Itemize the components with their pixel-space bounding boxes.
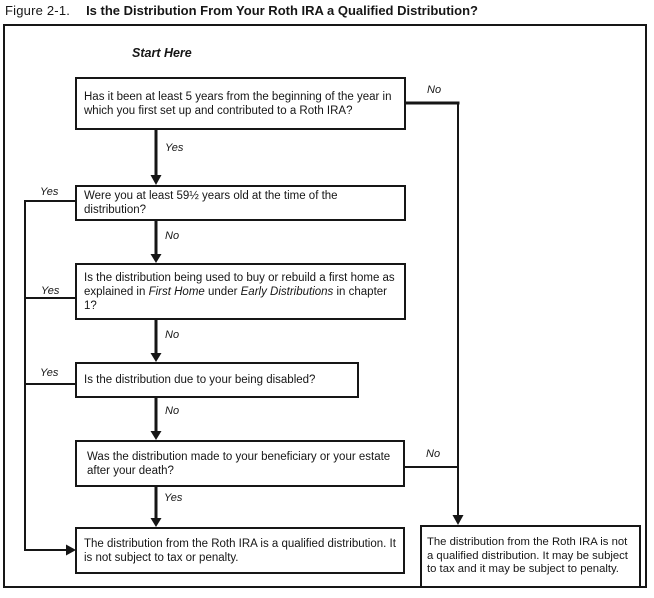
figure-label: Figure 2-1.: [5, 3, 71, 18]
result-box-not-qualified: [420, 525, 641, 588]
figure-title-row: [5, 3, 650, 19]
question-box-age-59-half: [75, 185, 406, 221]
branch-label-q5-yes: Yes: [164, 492, 183, 504]
first-home-text-before: Is the distribution being used to buy or rebuild a first home as explained in: [84, 271, 395, 298]
branch-label-q4-yes: Yes: [40, 367, 59, 379]
first-home-text-middle: under: [204, 285, 241, 298]
first-home-text-after: in chapter 1?: [84, 285, 387, 312]
early-distributions-italic-term: Early Distributions: [240, 285, 334, 298]
branch-label-q4-no: No: [165, 405, 180, 417]
figure-title: Is the Distribution From Your Roth IRA a Qualified Distribution?: [86, 3, 478, 18]
branch-label-q3-yes: Yes: [41, 285, 60, 297]
branch-label-q3-no: No: [165, 329, 180, 341]
question-box-disabled: [75, 362, 359, 398]
question-box-five-year-rule: [75, 77, 406, 130]
question-box-first-home: [75, 263, 406, 320]
branch-label-q2-no: No: [165, 230, 180, 242]
question-text-disabled: Is the distribution due to your being disabled?: [84, 374, 316, 386]
result-text-not-qualified: The distribution from the Roth IRA is not a qualified distribution. It may be subject to tax and it may be subject to penalty.: [427, 536, 628, 576]
branch-label-q1-yes: Yes: [165, 142, 184, 154]
result-text-qualified: The distribution from the Roth IRA is a qualified distribution. It is not subject to tax or penalty.: [84, 537, 396, 564]
branch-label-q1-no: No: [427, 84, 442, 96]
question-text-five-year-rule: Has it been at least 5 years from the beginning of the year in which you first set up and contributed to a Roth IRA?: [84, 90, 392, 117]
question-box-beneficiary-death: [75, 440, 405, 487]
branch-label-q5-no: No: [426, 448, 441, 460]
question-text-first-home: [84, 271, 397, 313]
first-home-italic-term: First Home: [148, 285, 205, 298]
result-box-qualified: [75, 527, 405, 574]
start-here-label: Start Here: [132, 46, 192, 60]
question-text-beneficiary-death: Was the distribution made to your beneficiary or your estate after your death?: [87, 450, 391, 477]
question-text-age-59-half: Were you at least 59½ years old at the time of the distribution?: [84, 190, 338, 216]
branch-label-q2-yes: Yes: [40, 186, 59, 198]
